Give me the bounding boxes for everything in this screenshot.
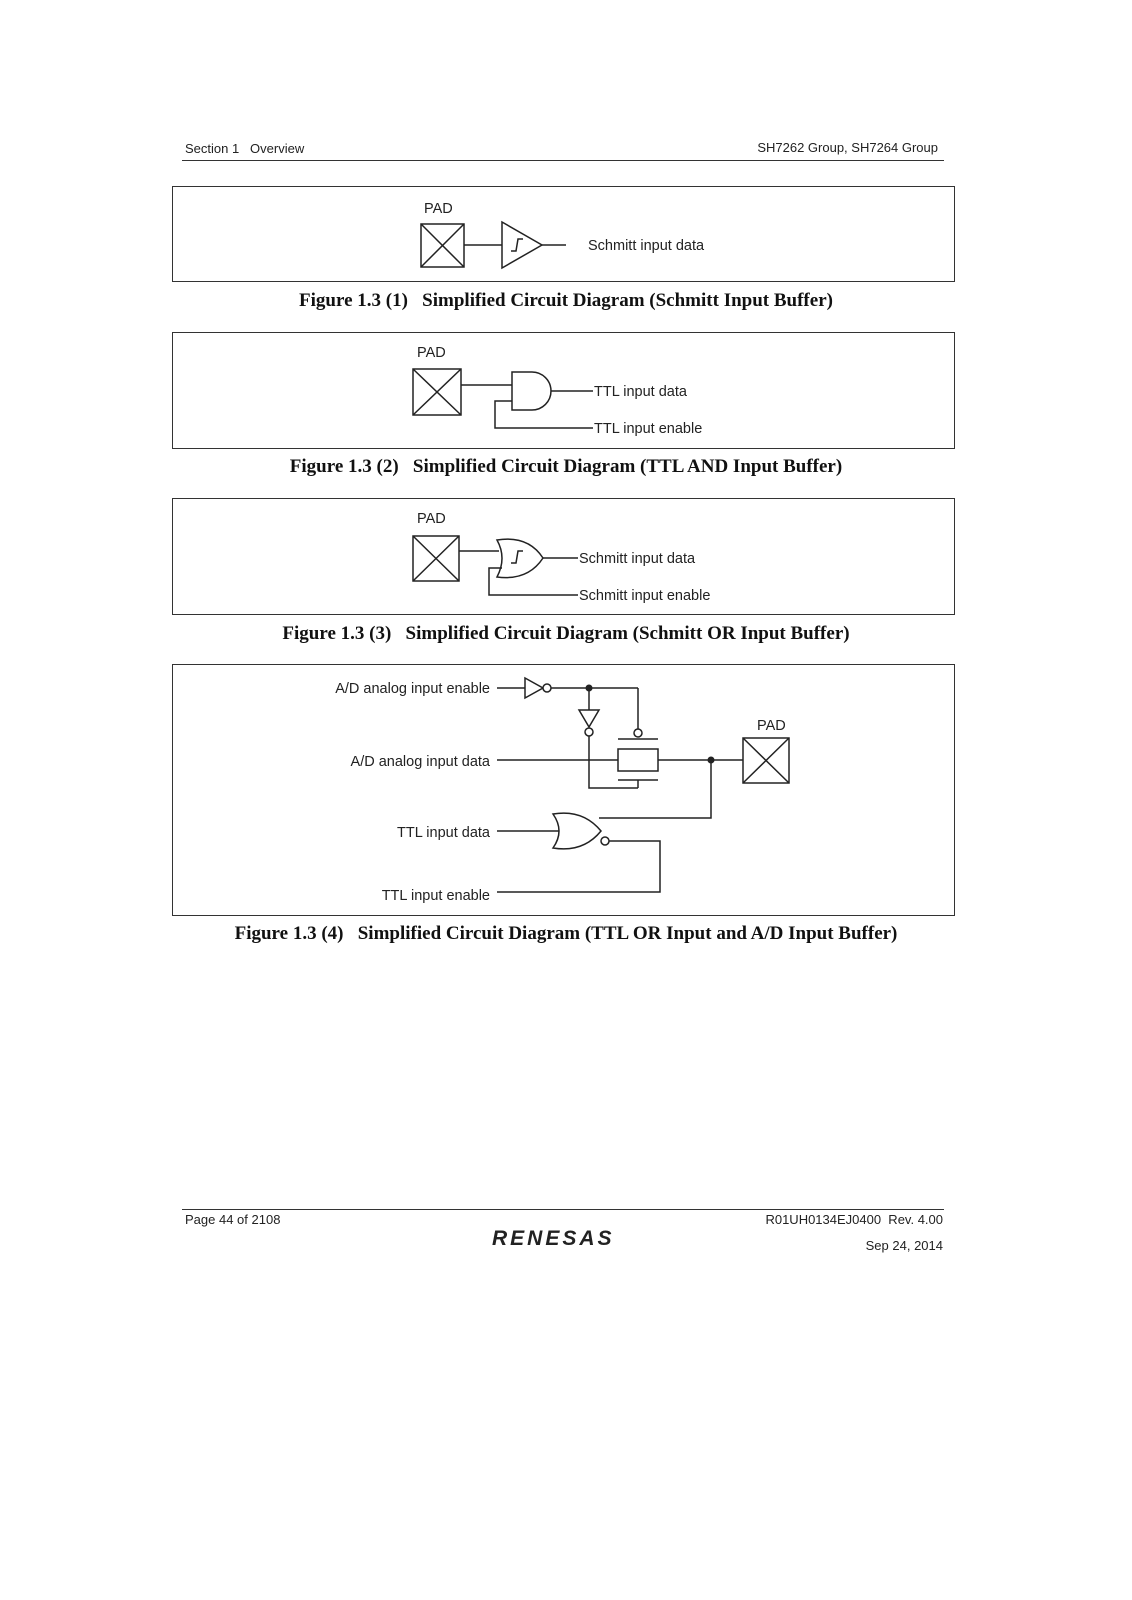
header-group: SH7262 Group, SH7264 Group — [757, 140, 938, 155]
pad-label: PAD — [417, 345, 446, 361]
pad-label: PAD — [417, 511, 446, 527]
pad-label: PAD — [424, 201, 453, 217]
enable-label: Schmitt input enable — [579, 588, 711, 604]
output-label: Schmitt input data — [588, 238, 705, 254]
output-label: Schmitt input data — [579, 551, 696, 567]
footer-doc-id: R01UH0134EJ0400 Rev. 4.00 — [765, 1212, 943, 1227]
schmitt-buffer-symbol — [502, 222, 542, 268]
inverter-2-symbol — [579, 710, 599, 736]
figure-3-frame — [172, 498, 955, 615]
figure-4-diagram — [173, 665, 956, 917]
header-rule — [182, 160, 944, 161]
and-gate-symbol — [512, 372, 551, 410]
figure-3-caption: Figure 1.3 (3) Simplified Circuit Diagram (Schmitt OR Input Buffer) — [282, 623, 850, 644]
renesas-logo: RENESAS — [492, 1227, 615, 1250]
transmission-gate-symbol — [618, 739, 658, 788]
ad-data-label: A/D analog input data — [350, 754, 490, 770]
output-label: TTL input data — [594, 384, 687, 400]
figure-2-diagram — [173, 333, 956, 450]
pad-symbol — [743, 738, 789, 783]
footer-page: Page 44 of 2108 — [185, 1212, 281, 1227]
figure-4-frame — [172, 664, 955, 916]
gate-p-bubble — [634, 729, 642, 737]
figure-1-frame — [172, 186, 955, 282]
figure-3-diagram — [173, 499, 956, 616]
ttl-data-label: TTL input data — [397, 825, 490, 841]
pad-symbol — [421, 224, 464, 267]
pad-label: PAD — [757, 718, 786, 734]
pad-symbol — [413, 536, 459, 581]
footer-rule — [182, 1209, 944, 1210]
schmitt-or-gate-symbol — [497, 539, 543, 577]
figure-1-diagram — [173, 187, 956, 283]
figure-2-frame — [172, 332, 955, 449]
pad-symbol — [413, 369, 461, 415]
figure-4-caption: Figure 1.3 (4) Simplified Circuit Diagram (TTL OR Input and A/D Input Buffer) — [234, 923, 898, 944]
ttl-enable-label: TTL input enable — [381, 888, 490, 904]
ad-enable-label: A/D analog input enable — [335, 681, 490, 697]
header-section: Section 1 Overview — [185, 141, 305, 156]
footer-date: Sep 24, 2014 — [865, 1238, 943, 1253]
inverter-symbol — [525, 678, 551, 698]
figure-2-caption: Figure 1.3 (2) Simplified Circuit Diagram (TTL AND Input Buffer) — [289, 456, 843, 477]
ttl-enable-wire — [497, 841, 660, 892]
enable-label: TTL input enable — [594, 421, 703, 437]
figure-1-caption: Figure 1.3 (1) Simplified Circuit Diagram (Schmitt Input Buffer) — [299, 290, 833, 311]
